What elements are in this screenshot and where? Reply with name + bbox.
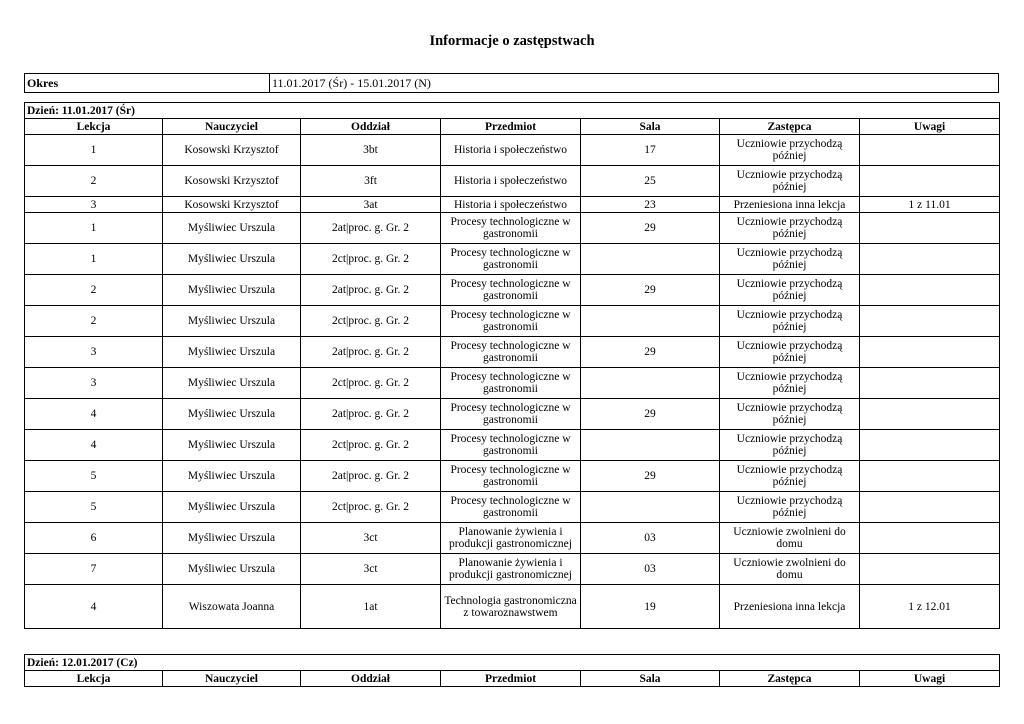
table-row	[25, 197, 1000, 213]
cell-class: 2at|proc. g. Gr. 2	[301, 213, 441, 244]
cell-lesson: 2	[25, 275, 163, 306]
column-header-substitute: Zastępca	[720, 119, 860, 135]
cell-notes	[860, 368, 1000, 399]
cell-class: 3ct	[301, 554, 441, 585]
cell-notes	[860, 399, 1000, 430]
cell-teacher: Myśliwiec Urszula	[163, 337, 301, 368]
column-header-class: Oddział	[301, 671, 441, 687]
cell-notes	[860, 337, 1000, 368]
column-header-subject: Przedmiot	[441, 119, 581, 135]
column-header-room: Sala	[581, 671, 720, 687]
cell-class: 2at|proc. g. Gr. 2	[301, 399, 441, 430]
cell-class: 2ct|proc. g. Gr. 2	[301, 244, 441, 275]
cell-subject: Procesy technologiczne w gastronomii	[441, 337, 581, 368]
cell-notes	[860, 275, 1000, 306]
cell-notes	[860, 523, 1000, 554]
cell-subject: Historia i społeczeństwo	[441, 135, 581, 166]
day-table-1	[24, 102, 1000, 629]
cell-room: 29	[581, 337, 720, 368]
cell-room	[581, 368, 720, 399]
cell-lesson: 2	[25, 306, 163, 337]
cell-lesson: 6	[25, 523, 163, 554]
column-header-subject: Przedmiot	[441, 671, 581, 687]
cell-lesson: 3	[25, 337, 163, 368]
column-header-class: Oddział	[301, 119, 441, 135]
table-row	[25, 523, 1000, 554]
column-header-notes: Uwagi	[860, 671, 1000, 687]
cell-lesson: 1	[25, 213, 163, 244]
cell-subject: Planowanie żywienia i produkcji gastronomicznej	[441, 554, 581, 585]
cell-class: 2ct|proc. g. Gr. 2	[301, 368, 441, 399]
cell-notes	[860, 213, 1000, 244]
cell-room	[581, 430, 720, 461]
cell-teacher: Myśliwiec Urszula	[163, 430, 301, 461]
cell-notes	[860, 461, 1000, 492]
cell-notes	[860, 166, 1000, 197]
cell-class: 2at|proc. g. Gr. 2	[301, 275, 441, 306]
cell-subject: Historia i społeczeństwo	[441, 197, 581, 213]
cell-class: 3bt	[301, 135, 441, 166]
cell-subject: Technologia gastronomiczna z towaroznawstwem	[441, 585, 581, 629]
cell-teacher: Kosowski Krzysztof	[163, 166, 301, 197]
day-header	[25, 103, 1000, 119]
cell-class: 3ft	[301, 166, 441, 197]
period-value: 11.01.2017 (Śr) - 15.01.2017 (N)	[270, 74, 999, 93]
cell-class: 1at	[301, 585, 441, 629]
cell-teacher: Myśliwiec Urszula	[163, 461, 301, 492]
table-row	[25, 585, 1000, 629]
cell-room: 17	[581, 135, 720, 166]
cell-substitute: Uczniowie przychodzą później	[720, 135, 860, 166]
cell-teacher: Kosowski Krzysztof	[163, 135, 301, 166]
cell-class: 2at|proc. g. Gr. 2	[301, 461, 441, 492]
day-label: Dzień: 12.01.2017 (Cz)	[25, 655, 1000, 671]
cell-notes: 1 z 11.01	[860, 197, 1000, 213]
cell-notes	[860, 430, 1000, 461]
cell-substitute: Przeniesiona inna lekcja	[720, 585, 860, 629]
column-header-row	[25, 671, 1000, 687]
cell-teacher: Myśliwiec Urszula	[163, 275, 301, 306]
cell-lesson: 7	[25, 554, 163, 585]
cell-substitute: Uczniowie przychodzą później	[720, 306, 860, 337]
cell-room	[581, 492, 720, 523]
table-row	[25, 368, 1000, 399]
column-header-lesson: Lekcja	[25, 671, 163, 687]
cell-notes	[860, 244, 1000, 275]
cell-subject: Procesy technologiczne w gastronomii	[441, 213, 581, 244]
table-row	[25, 492, 1000, 523]
cell-subject: Procesy technologiczne w gastronomii	[441, 275, 581, 306]
cell-teacher: Myśliwiec Urszula	[163, 399, 301, 430]
cell-notes: 1 z 12.01	[860, 585, 1000, 629]
cell-teacher: Myśliwiec Urszula	[163, 306, 301, 337]
cell-subject: Procesy technologiczne w gastronomii	[441, 244, 581, 275]
cell-substitute: Uczniowie przychodzą później	[720, 461, 860, 492]
cell-class: 2ct|proc. g. Gr. 2	[301, 492, 441, 523]
cell-lesson: 3	[25, 197, 163, 213]
cell-teacher: Myśliwiec Urszula	[163, 523, 301, 554]
cell-teacher: Wiszowata Joanna	[163, 585, 301, 629]
cell-room: 25	[581, 166, 720, 197]
cell-room: 29	[581, 213, 720, 244]
period-label: Okres	[25, 74, 270, 93]
column-header-row	[25, 119, 1000, 135]
period-table	[24, 73, 999, 93]
cell-substitute: Uczniowie zwolnieni do domu	[720, 523, 860, 554]
cell-lesson: 5	[25, 461, 163, 492]
cell-lesson: 4	[25, 585, 163, 629]
cell-subject: Procesy technologiczne w gastronomii	[441, 430, 581, 461]
table-row	[25, 554, 1000, 585]
cell-lesson: 2	[25, 166, 163, 197]
table-row	[25, 166, 1000, 197]
cell-class: 2ct|proc. g. Gr. 2	[301, 430, 441, 461]
cell-room: 03	[581, 554, 720, 585]
day-header	[25, 655, 1000, 671]
table-row	[25, 213, 1000, 244]
cell-teacher: Myśliwiec Urszula	[163, 244, 301, 275]
cell-room	[581, 306, 720, 337]
column-header-teacher: Nauczyciel	[163, 119, 301, 135]
cell-room: 29	[581, 399, 720, 430]
cell-lesson: 3	[25, 368, 163, 399]
cell-room	[581, 244, 720, 275]
cell-class: 2at|proc. g. Gr. 2	[301, 337, 441, 368]
table-row	[25, 399, 1000, 430]
cell-lesson: 4	[25, 399, 163, 430]
cell-subject: Historia i społeczeństwo	[441, 166, 581, 197]
cell-substitute: Uczniowie przychodzą później	[720, 492, 860, 523]
cell-substitute: Uczniowie przychodzą później	[720, 430, 860, 461]
cell-teacher: Myśliwiec Urszula	[163, 554, 301, 585]
cell-teacher: Kosowski Krzysztof	[163, 197, 301, 213]
table-row	[25, 306, 1000, 337]
column-header-teacher: Nauczyciel	[163, 671, 301, 687]
cell-subject: Procesy technologiczne w gastronomii	[441, 306, 581, 337]
cell-substitute: Uczniowie przychodzą później	[720, 244, 860, 275]
cell-class: 2ct|proc. g. Gr. 2	[301, 306, 441, 337]
cell-room: 19	[581, 585, 720, 629]
column-header-notes: Uwagi	[860, 119, 1000, 135]
table-row	[25, 275, 1000, 306]
cell-teacher: Myśliwiec Urszula	[163, 492, 301, 523]
cell-substitute: Przeniesiona inna lekcja	[720, 197, 860, 213]
table-row	[25, 135, 1000, 166]
cell-notes	[860, 306, 1000, 337]
cell-lesson: 5	[25, 492, 163, 523]
cell-room: 03	[581, 523, 720, 554]
column-header-substitute: Zastępca	[720, 671, 860, 687]
column-header-room: Sala	[581, 119, 720, 135]
cell-subject: Procesy technologiczne w gastronomii	[441, 492, 581, 523]
cell-notes	[860, 135, 1000, 166]
cell-substitute: Uczniowie zwolnieni do domu	[720, 554, 860, 585]
cell-notes	[860, 492, 1000, 523]
cell-room: 29	[581, 461, 720, 492]
cell-teacher: Myśliwiec Urszula	[163, 213, 301, 244]
table-row	[25, 461, 1000, 492]
day-label: Dzień: 11.01.2017 (Śr)	[25, 103, 1000, 119]
cell-lesson: 1	[25, 244, 163, 275]
cell-class: 3at	[301, 197, 441, 213]
cell-subject: Procesy technologiczne w gastronomii	[441, 368, 581, 399]
cell-substitute: Uczniowie przychodzą później	[720, 368, 860, 399]
cell-subject: Procesy technologiczne w gastronomii	[441, 461, 581, 492]
day-table-2	[24, 654, 1000, 687]
table-row	[25, 244, 1000, 275]
column-header-lesson: Lekcja	[25, 119, 163, 135]
cell-subject: Planowanie żywienia i produkcji gastronomicznej	[441, 523, 581, 554]
cell-lesson: 1	[25, 135, 163, 166]
cell-substitute: Uczniowie przychodzą później	[720, 213, 860, 244]
cell-room: 29	[581, 275, 720, 306]
cell-room: 23	[581, 197, 720, 213]
cell-subject: Procesy technologiczne w gastronomii	[441, 399, 581, 430]
cell-class: 3ct	[301, 523, 441, 554]
cell-teacher: Myśliwiec Urszula	[163, 368, 301, 399]
cell-substitute: Uczniowie przychodzą później	[720, 275, 860, 306]
cell-notes	[860, 554, 1000, 585]
table-row	[25, 430, 1000, 461]
table-row	[25, 337, 1000, 368]
page-title: Informacje o zastępstwach	[429, 33, 595, 49]
cell-substitute: Uczniowie przychodzą później	[720, 337, 860, 368]
cell-substitute: Uczniowie przychodzą później	[720, 399, 860, 430]
cell-lesson: 4	[25, 430, 163, 461]
cell-substitute: Uczniowie przychodzą później	[720, 166, 860, 197]
